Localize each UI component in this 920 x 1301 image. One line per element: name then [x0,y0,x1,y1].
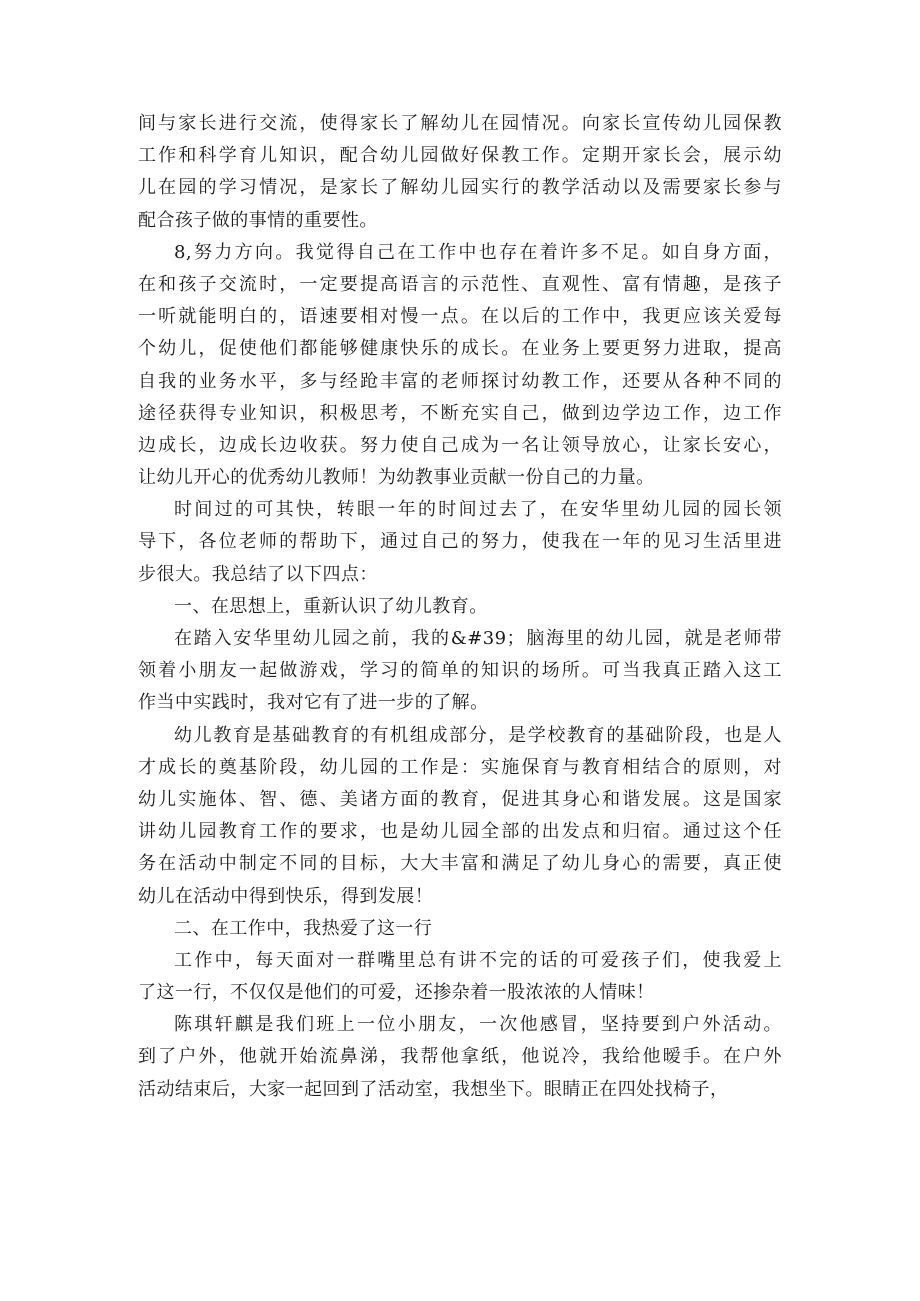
paragraph-line: 到了户外，他就开始流鼻涕，我帮他拿纸，他说冷，我给他暧手。在户外 [138,1046,782,1068]
paragraph-line: 陈琪轩麒是我们班上一位小朋友，一次他感冒，坚持要到户外活动。 [174,1014,782,1036]
paragraph-line: 讲幼儿园教育工作的要求，也是幼儿园全部的出发点和归宿。通过这个任 [138,821,782,843]
paragraph [138,1009,782,1106]
paragraph [138,913,782,945]
paragraph-line: 二、在工作中，我热爱了这一行 [174,917,433,939]
paragraph-line: 配合孩子做的事情的重要性。 [138,209,378,231]
paragraph-line: 幼儿教育是基础教育的有机组成部分，是学校教育的基础阶段，也是人 [174,724,782,746]
paragraph-line: 一、在思想上，重新认识了幼儿教育。 [174,595,488,617]
paragraph-line: 务在活动中制定不同的目标，大大丰富和满足了幼儿身心的需要，真正使 [138,853,782,875]
document-page [138,108,782,1106]
paragraph-line: 时间过的可其快，转眼一年的时间过去了，在安华里幼儿园的园长领 [174,499,782,521]
paragraph [138,494,782,591]
paragraph-line: 工作中，每天面对一群嘴里总有讲不完的话的可爱孩子们，使我爱上 [174,949,782,971]
paragraph-line: 在和孩子交流时，一定要提高语言的示范性、直观性、富有情趣，是孩子 [138,273,782,295]
paragraph-line: 导下，各位老师的帮助下，通过自己的努力，使我在一年的见习生活里进 [138,531,782,553]
paragraph-line: 幼儿实施体、智、德、美诸方面的教育，促进其身心和谐发展。这是国家 [138,788,782,810]
paragraph-line: 了这一行，不仅仅是他们的可爱，还掺杂着一股浓浓的人情味！ [138,982,655,1004]
paragraph [138,623,782,720]
paragraph-line: 自我的业务水平，多与经跄丰富的老师探讨幼教工作，还要从各种不同的 [138,370,782,392]
paragraph-line: 间与家长进行交流，使得家长了解幼儿在园情况。向家长宣传幼儿园保教 [138,113,782,134]
paragraph-line: 才成长的奠基阶段，幼儿园的工作是：实施保育与教育相结合的原则，对 [138,756,782,778]
paragraph-line: 一听就能明白的，语速要相对慢一点。在以后的工作中，我更应该关爱每 [138,306,782,328]
paragraph-line: 让幼儿开心的优秀幼儿教师！为幼教事业贡献一份自己的力量。 [138,467,655,489]
paragraph [138,591,782,623]
paragraph-line: 在踏入安华里幼儿园之前，我的&#39；脑海里的幼儿园，就是老师带 [174,628,782,649]
paragraph-line: 边成长，边成长边收获。努力使自己成为一名让领导放心，让家长安心， [138,434,782,456]
paragraph-line: 作当中实践时，我对它有了进一步的了解。 [138,692,489,714]
paragraph-line: 途径获得专业知识，积极思考，不断充实自己，做到边学边工作，边工作 [138,402,782,424]
paragraph-line: 步很大。我总结了以下四点： [138,563,378,585]
paragraph-line: 儿在园的学习情况，是家长了解幼儿园实行的教学活动以及需要家长参与 [138,177,782,199]
paragraph-line: 个幼儿，促使他们都能够健康快乐的成长。在业务上要更努力进取，提高 [138,338,782,360]
paragraph [138,720,782,913]
paragraph-line: 幼儿在活动中得到快乐，得到发展！ [138,885,434,907]
paragraph-line: 活动结束后，大家一起回到了活动室，我想坐下。眼睛正在四处找椅子， [138,1078,729,1100]
paragraph-line: 工作和科学育儿知识，配合幼儿园做好保教工作。定期开家长会，展示幼 [138,145,782,167]
paragraph [138,237,782,495]
paragraph [138,945,782,1009]
paragraph [138,108,782,237]
paragraph-line: 8,努力方向。我觉得自己在工作中也存在着许多不足。如自身方面， [174,241,782,263]
paragraph-line: 领着小朋友一起做游戏，学习的简单的知识的场所。可当我真正踏入这工 [138,660,782,682]
